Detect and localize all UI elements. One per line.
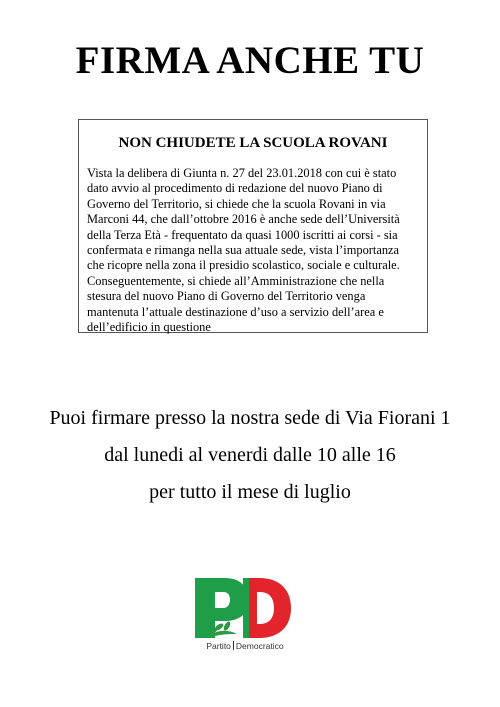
pd-logo-d-green-stripe: [243, 578, 249, 638]
signing-info: [0, 400, 500, 511]
petition-paragraph-2: Conseguentemente, si chiede all’Amministrazione che nella stesura del nuovo Piano di Governo del Territorio venga mantenuta l’attuale destinazione d’uso a servizio dell’area e dell’edificio in questione: [87, 273, 385, 335]
page-headline: FIRMA ANCHE TU: [75, 39, 425, 82]
petition-body: [87, 166, 419, 335]
signing-hours: dal lunedi al venerdi dalle 10 alle 16: [104, 444, 396, 466]
pd-logo-letter-d: [243, 578, 291, 638]
petition-paragraph-1: Vista la delibera di Giunta n. 27 del 23.01.2018 con cui è stato dato avvio al procedimento di redazione del nuovo Piano di Governo del Territorio, si chiede che la scuola Rovani in via Marconi 44, che dall’ottobre 2016 è anche sede dell’Università della Terza Età - frequentato da quasi 1000 iscritti ai corsi - sia confermata e rimanga nella sua attuale sede, vista l’importanza che ricopre nella zona il presidio scolastico, sociale e culturale.: [87, 166, 400, 273]
signing-location: Puoi firmare presso la nostra sede di Via Fiorani 1: [49, 407, 451, 429]
pd-logo-caption: [195, 641, 295, 651]
signing-period: per tutto il mese di luglio: [149, 481, 351, 503]
pd-caption-democratico: Democratico: [235, 641, 284, 651]
petition-title: NON CHIUDETE LA SCUOLA ROVANI: [118, 135, 388, 151]
petition-box: [78, 119, 428, 333]
pd-caption-separator: [233, 641, 234, 650]
pd-logo-letter-p: [195, 578, 249, 638]
pd-caption-partito: Partito: [206, 641, 231, 651]
